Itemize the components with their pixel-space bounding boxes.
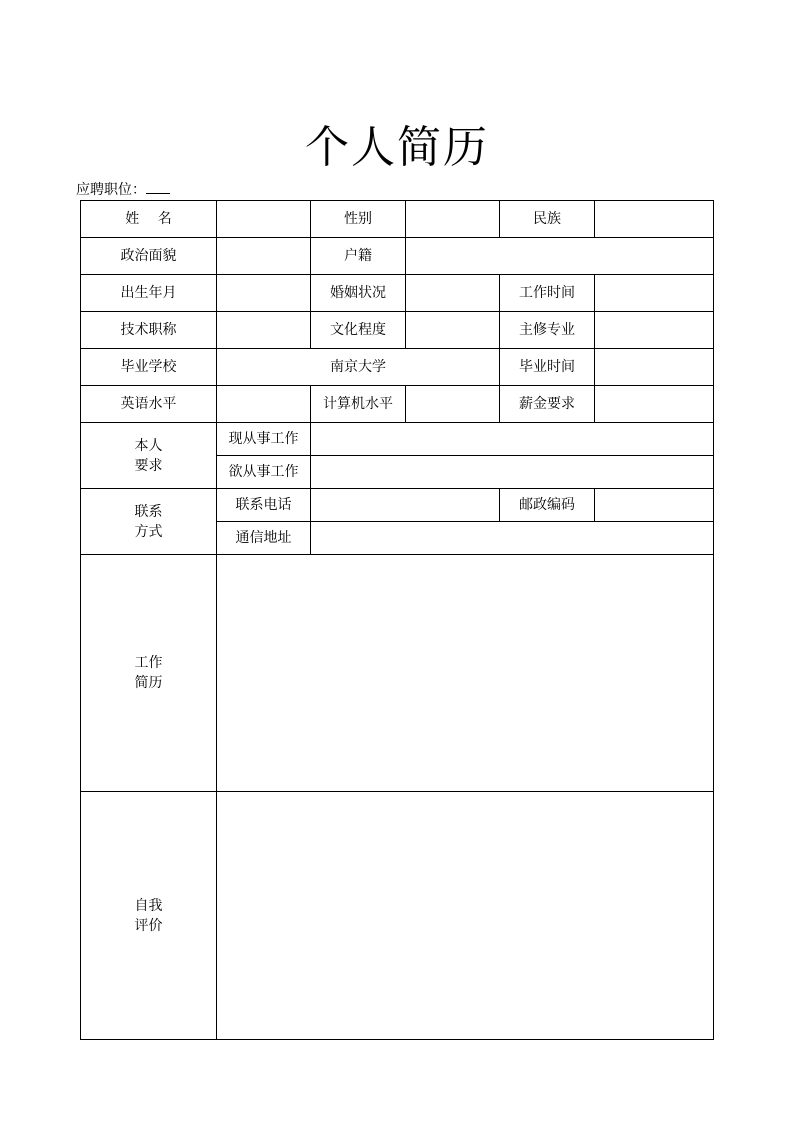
table-row [81,792,714,1040]
technical-title-field[interactable] [217,312,311,349]
contact-info-label-line1: 联系 [134,503,163,520]
postcode-field[interactable] [595,489,714,522]
english-level-label: 英语水平 [81,386,217,423]
applied-position-label: 应聘职位： [76,182,146,198]
work-history-field[interactable] [217,555,714,792]
computer-level-label: 计算机水平 [311,386,406,423]
gender-field[interactable] [406,201,500,238]
english-level-field[interactable] [217,386,311,423]
political-status-label: 政治面貌 [81,238,217,275]
gender-label: 性别 [311,201,406,238]
self-evaluation-label [81,792,217,1040]
school-label: 毕业学校 [81,349,217,386]
hukou-label: 户籍 [311,238,406,275]
phone-field[interactable] [311,489,500,522]
desired-job-label: 欲从事工作 [217,456,311,489]
page-title: 个人简历 [305,122,489,173]
desired-job-field[interactable] [311,456,714,489]
self-evaluation-field[interactable] [217,792,714,1040]
name-label: 姓 名 [81,201,217,238]
name-field[interactable] [217,201,311,238]
work-time-label: 工作时间 [500,275,595,312]
postcode-label: 邮政编码 [500,489,595,522]
table-row [81,423,714,456]
technical-title-label: 技术职称 [81,312,217,349]
hukou-field[interactable] [406,238,714,275]
table-row [81,555,714,792]
ethnicity-field[interactable] [595,201,714,238]
work-history-label-line2: 简历 [134,675,163,691]
table-row [81,386,714,423]
ethnicity-label: 民族 [500,201,595,238]
marital-status-label: 婚姻状况 [311,275,406,312]
work-history-label [81,555,217,792]
table-row [81,238,714,275]
current-job-label: 现从事工作 [217,423,311,456]
school-field[interactable]: 南京大学 [217,349,500,386]
table-row [81,275,714,312]
birth-date-field[interactable] [217,275,311,312]
resume-table [80,200,714,1040]
applied-position-field[interactable] [146,179,170,194]
address-field[interactable] [311,522,714,555]
political-status-field[interactable] [217,238,311,275]
graduation-time-field[interactable] [595,349,714,386]
graduation-time-label: 毕业时间 [500,349,595,386]
self-evaluation-label-line1: 自我 [134,897,163,914]
self-evaluation-label-line2: 评价 [134,917,163,934]
table-row [81,349,714,386]
education-level-field[interactable] [406,312,500,349]
education-level-label: 文化程度 [311,312,406,349]
table-row [81,489,714,522]
personal-requirement-label [81,423,217,489]
contact-info-label-line2: 方式 [134,523,163,540]
major-field[interactable] [595,312,714,349]
contact-info-label [81,489,217,555]
marital-status-field[interactable] [406,275,500,312]
address-label: 通信地址 [217,522,311,555]
work-history-label-line1: 工作 [134,655,163,671]
personal-requirement-label-line2: 要求 [134,457,163,474]
phone-label: 联系电话 [217,489,311,522]
work-time-field[interactable] [595,275,714,312]
computer-level-field[interactable] [406,386,500,423]
current-job-field[interactable] [311,423,714,456]
birth-date-label: 出生年月 [81,275,217,312]
applied-position [76,179,170,200]
personal-requirement-label-line1: 本人 [134,437,163,454]
table-row [81,201,714,238]
salary-requirement-label: 薪金要求 [500,386,595,423]
salary-requirement-field[interactable] [595,386,714,423]
major-label: 主修专业 [500,312,595,349]
table-row [81,312,714,349]
